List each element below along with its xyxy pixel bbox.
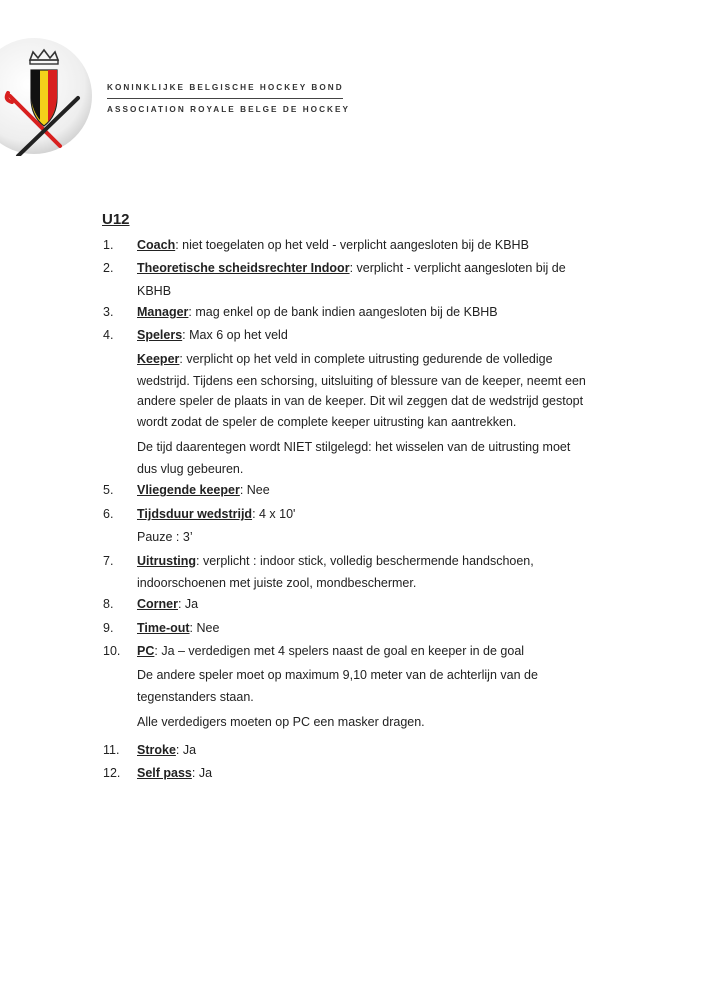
list-item: 10. PC: Ja – verdedigen met 4 spelers naast de goal en keeper in de goal De andere speler moet op maximum 9,10 meter van de achterlijn van de tegenstanders staan. Alle verdedigers moeten op PC een masker dragen. <box>103 644 538 730</box>
org-name-fr: ASSOCIATION ROYALE BELGE DE HOCKEY <box>107 105 351 114</box>
list-item: 4. Spelers: Max 6 op het veld <box>103 328 288 343</box>
list-item: 8. Corner: Ja <box>103 597 199 612</box>
rules-list <box>0 234 720 785</box>
list-item: 5. Vliegende keeper: Nee <box>103 483 270 498</box>
list-item: 9. Time-out: Nee <box>103 620 220 635</box>
letterhead <box>0 36 720 156</box>
org-name <box>107 82 351 116</box>
list-item: 1. Coach: niet toegelaten op het veld - verplicht aangesloten bij de KBHB <box>103 238 529 252</box>
kbhb-logo-icon <box>0 36 100 156</box>
list-item: 3. Manager: mag enkel op de bank indien aangesloten bij de KBHB <box>103 305 498 320</box>
list-item: 6. Tijdsduur wedstrijd: 4 x 10' Pauze : 3’ <box>103 506 296 545</box>
section-title: U12 <box>102 211 130 228</box>
list-item: 11. Stroke: Ja <box>103 742 197 757</box>
org-name-nl: KONINKLIJKE BELGISCHE HOCKEY BOND <box>107 83 344 92</box>
list-item: 7. Uitrusting: verplicht : indoor stick, volledig beschermende handschoen, indoorschoenen met juiste zool, mondbeschermer. <box>103 553 534 591</box>
list-item: 2. Theoretische scheidsrechter Indoor: verplicht - verplicht aangesloten bij de KBHB <box>103 261 566 298</box>
list-item: 12. Self pass: Ja <box>103 765 213 780</box>
org-divider <box>107 98 343 99</box>
keeper-paragraph: Keeper: verplicht op het veld in complete uitrusting gedurende de volledige wedstrijd. Tijdens een schorsing, uitsluiting of blessure van de keeper, neemt een andere speler de plaats in van de keeper. Dit wil zeggen dat de wedstrijd gestopt wordt zodat de speler de complete keeper uitrusting kan aantrekken. De tijd daarentegen wordt NIET stilgelegd: het wisselen van de uitrusting moet dus vlug gebeuren. <box>137 351 586 477</box>
